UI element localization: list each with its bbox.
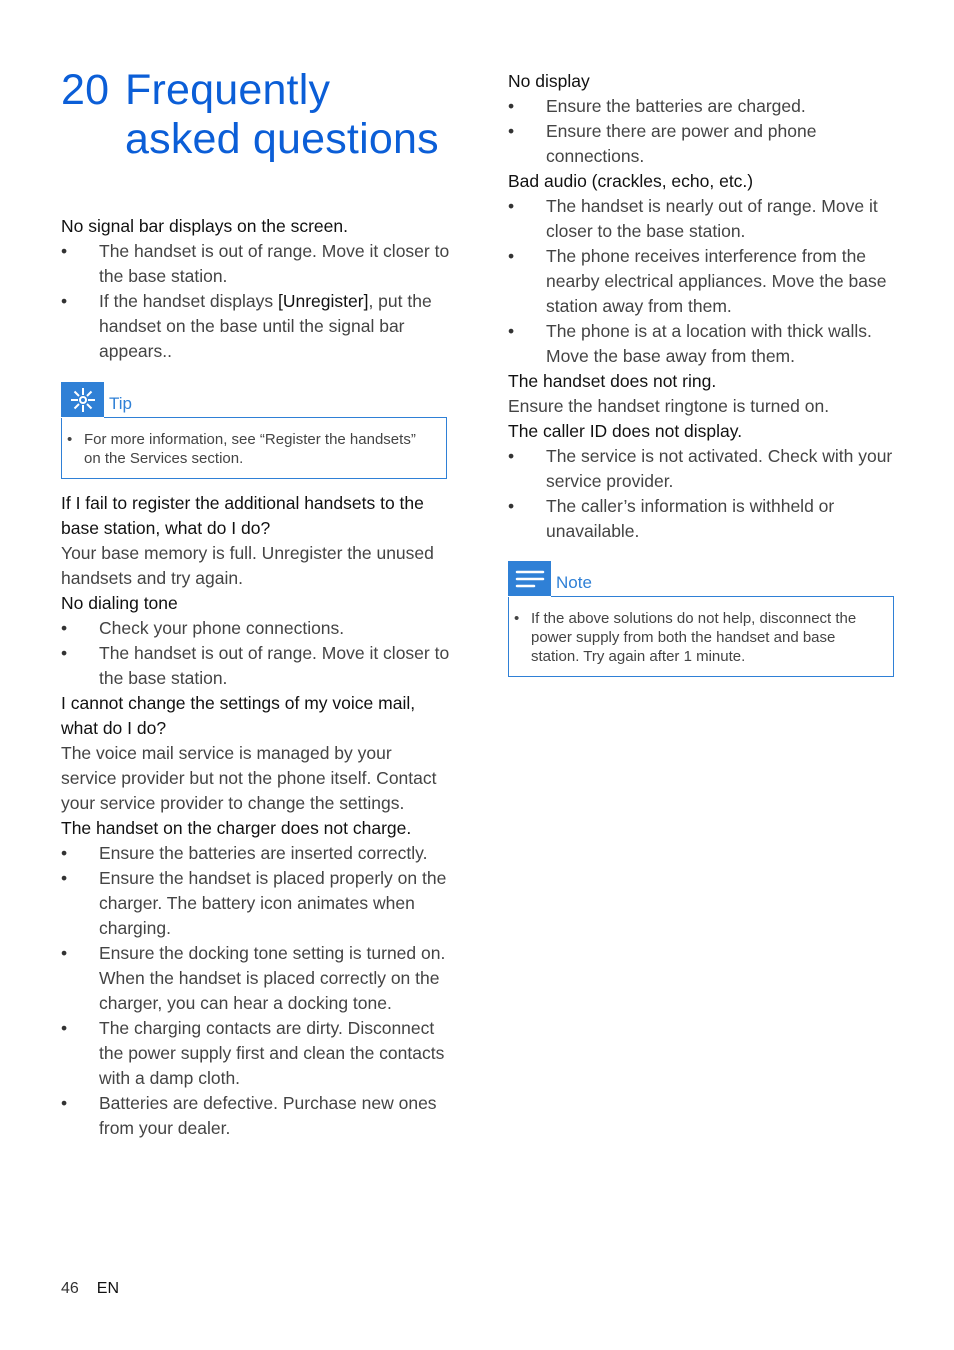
list-item: • Ensure the batteries are charged. bbox=[508, 94, 898, 119]
tip-icon bbox=[61, 382, 104, 417]
faq-question: The handset on the charger does not charge. bbox=[61, 818, 412, 838]
tip-body bbox=[61, 418, 447, 479]
tip-label: Tip bbox=[109, 394, 132, 413]
list-item-text: If the handset displays bbox=[99, 291, 278, 311]
faq-question: No dialing tone bbox=[61, 593, 178, 613]
left-column bbox=[61, 0, 451, 1141]
faq-answer-list bbox=[61, 239, 451, 364]
list-item: • The handset is out of range. Move it closer to the base station. bbox=[61, 641, 451, 691]
note-label: Note bbox=[556, 573, 592, 592]
note-body bbox=[508, 597, 894, 677]
faq-answer-list bbox=[508, 194, 898, 369]
list-item: • Check your phone connections. bbox=[61, 616, 451, 641]
divider bbox=[551, 596, 894, 597]
faq-answer-list bbox=[508, 444, 898, 544]
ui-term: [Unregister] bbox=[278, 291, 369, 311]
list-item: • Ensure there are power and phone connections. bbox=[508, 119, 898, 169]
list-item: • The phone receives interference from the nearby electrical appliances. Move the base station away from them. bbox=[508, 244, 898, 319]
title-line-1: Frequently bbox=[125, 66, 331, 114]
faq-answer: Your base memory is full. Unregister the unused handsets and try again. bbox=[61, 543, 434, 588]
list-item: • The handset is nearly out of range. Move it closer to the base station. bbox=[508, 194, 898, 244]
list-item: • The handset is out of range. Move it closer to the base station. bbox=[61, 239, 451, 289]
list-item: • Ensure the handset is placed properly on the charger. The battery icon animates when charging. bbox=[61, 866, 451, 941]
list-item: • Ensure the docking tone setting is turned on. When the handset is placed correctly on the charger, you can hear a docking tone. bbox=[61, 941, 451, 1016]
faq-question: No display bbox=[508, 71, 590, 91]
faq-answer-list bbox=[61, 841, 451, 1141]
list-item bbox=[61, 289, 451, 364]
note-icon bbox=[508, 561, 551, 596]
chapter-number: 20 bbox=[61, 66, 110, 114]
faq-question: I cannot change the settings of my voice mail, what do I do? bbox=[61, 693, 416, 738]
faq-question: No signal bar displays on the screen. bbox=[61, 216, 348, 236]
faq-answer-list bbox=[61, 616, 451, 691]
tip-text: • For more information, see “Register the handsets” on the Services section. bbox=[67, 430, 436, 468]
faq-question: The caller ID does not display. bbox=[508, 421, 743, 441]
tip-box bbox=[61, 382, 447, 479]
list-item-text: , put the handset on the base until the signal bar appears.. bbox=[99, 291, 432, 361]
list-item: • The phone is at a location with thick walls. Move the base away from them. bbox=[508, 319, 898, 369]
note-text: • If the above solutions do not help, disconnect the power supply from both the handset and base station. Try again after 1 minute. bbox=[514, 609, 883, 666]
faq-question: If I fail to register the additional handsets to the base station, what do I do? bbox=[61, 493, 424, 538]
faq-answer-list bbox=[508, 94, 898, 169]
list-item: • Batteries are defective. Purchase new ones from your dealer. bbox=[61, 1091, 451, 1141]
tip-header bbox=[61, 382, 447, 418]
list-item: • Ensure the batteries are inserted correctly. bbox=[61, 841, 451, 866]
list-item: • The charging contacts are dirty. Disconnect the power supply first and clean the contacts with a damp cloth. bbox=[61, 1016, 451, 1091]
title-line-2: asked questions bbox=[125, 115, 439, 163]
page-footer bbox=[61, 1280, 119, 1298]
faq-answer: Ensure the handset ringtone is turned on. bbox=[508, 396, 830, 416]
language-code: EN bbox=[96, 1280, 120, 1297]
list-item: • The service is not activated. Check with your service provider. bbox=[508, 444, 898, 494]
note-header bbox=[508, 561, 894, 597]
right-column bbox=[508, 0, 898, 677]
page-number: 46 bbox=[61, 1280, 79, 1297]
list-item: • The caller’s information is withheld or unavailable. bbox=[508, 494, 898, 544]
faq-answer: The voice mail service is managed by your service provider but not the phone itself. Contact your service provider to change the settings. bbox=[61, 743, 437, 813]
faq-question: The handset does not ring. bbox=[508, 371, 717, 391]
note-box bbox=[508, 561, 894, 677]
faq-question: Bad audio (crackles, echo, etc.) bbox=[508, 171, 754, 191]
divider bbox=[104, 417, 447, 418]
